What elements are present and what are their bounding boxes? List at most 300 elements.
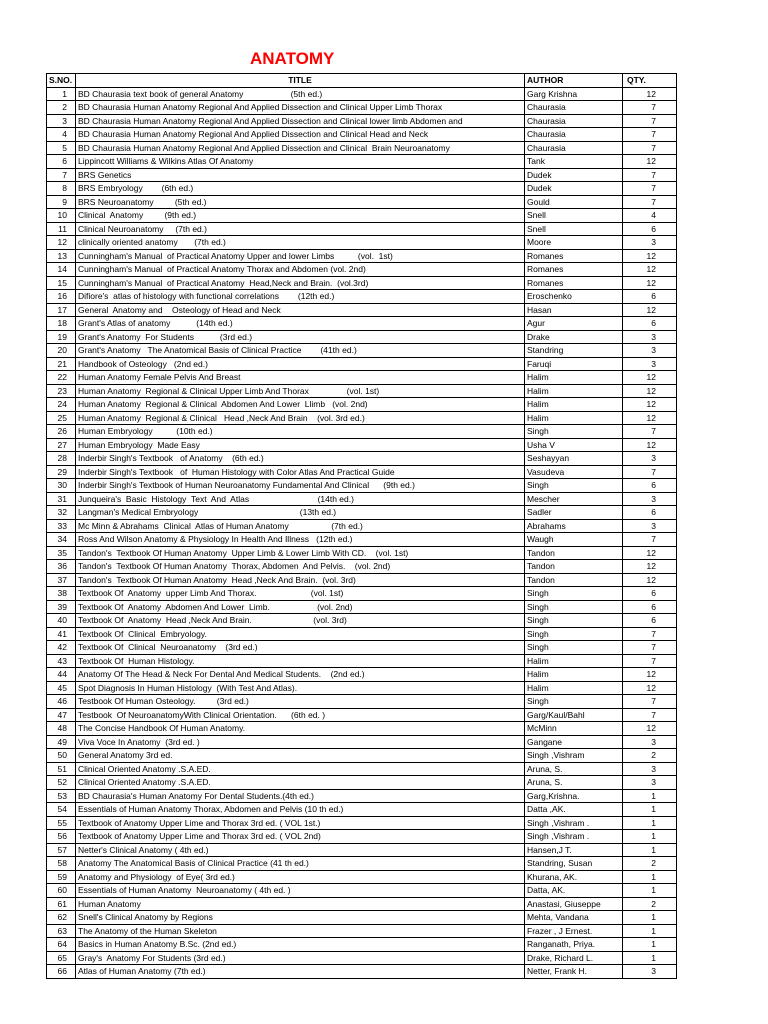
row-title-text: Clinical Neuroanatomy (7th ed.) xyxy=(78,223,207,234)
row-title xyxy=(76,155,525,169)
row-sno: 8 xyxy=(47,182,76,196)
row-title-text: BD Chaurasia Human Anatomy Regional And Applied Dissection and Clinical Brain Neuroanatomy xyxy=(78,142,450,153)
row-title-text: Grant's Anatomy The Anatomical Basis of Clinical Practice (41th ed.) xyxy=(78,345,357,355)
row-title-text: Ross And Wilson Anatomy & Physiology In Health And Illness (12th ed.) xyxy=(78,534,353,544)
row-qty: 1 xyxy=(623,924,677,938)
row-title-text: Textbook of Anatomy Upper Lime and Thorax 3rd ed. ( VOL 2nd) xyxy=(78,831,321,841)
row-title xyxy=(76,762,525,776)
row-qty: 12 xyxy=(623,573,677,587)
table-row xyxy=(47,249,677,263)
table-row xyxy=(47,533,677,547)
table-row xyxy=(47,384,677,398)
row-qty: 3 xyxy=(623,776,677,790)
table-row xyxy=(47,411,677,425)
table-row xyxy=(47,816,677,830)
row-author: Halim xyxy=(525,681,623,695)
table-row xyxy=(47,141,677,155)
table-row xyxy=(47,236,677,250)
row-qty: 7 xyxy=(623,168,677,182)
row-author: Ranganath, Priya. xyxy=(525,938,623,952)
row-title-text: BD Chaurasia text book of general Anatomy (5th ed.) xyxy=(78,88,323,99)
row-title-text: Textbook Of Anatomy upper Limb And Thorax. (vol. 1st) xyxy=(78,588,344,598)
row-title-text: Netter's Clinical Anatomy ( 4th ed.) xyxy=(78,844,209,855)
row-author: Hasan xyxy=(525,303,623,317)
row-qty: 1 xyxy=(623,911,677,925)
table-row xyxy=(47,870,677,884)
row-sno: 43 xyxy=(47,654,76,668)
row-qty: 12 xyxy=(623,276,677,290)
row-title xyxy=(76,641,525,655)
row-qty: 6 xyxy=(623,479,677,493)
row-sno: 41 xyxy=(47,627,76,641)
row-qty: 7 xyxy=(623,708,677,722)
row-title xyxy=(76,492,525,506)
row-title xyxy=(76,897,525,911)
row-title xyxy=(76,911,525,925)
table-row xyxy=(47,114,677,128)
row-sno: 21 xyxy=(47,357,76,371)
row-author: Tandon xyxy=(525,560,623,574)
row-title-text: Clinical Oriented Anatomy .S.A.ED. xyxy=(78,777,211,787)
row-title-text: BRS Neuroanatomy (5th ed.) xyxy=(78,196,207,207)
row-qty: 7 xyxy=(623,695,677,709)
row-sno: 51 xyxy=(47,762,76,776)
row-title xyxy=(76,344,525,358)
row-author: Halim xyxy=(525,668,623,682)
table-row xyxy=(47,749,677,763)
row-qty: 2 xyxy=(623,897,677,911)
row-author: Singh xyxy=(525,695,623,709)
row-author: Singh xyxy=(525,587,623,601)
table-row xyxy=(47,330,677,344)
row-sno: 22 xyxy=(47,371,76,385)
row-sno: 60 xyxy=(47,884,76,898)
row-qty: 7 xyxy=(623,654,677,668)
row-sno: 11 xyxy=(47,222,76,236)
table-row xyxy=(47,641,677,655)
row-title-text: Grant's Anatomy For Students (3rd ed.) xyxy=(78,331,253,342)
row-author: Tandon xyxy=(525,546,623,560)
row-title-text: Tandon's Textbook Of Human Anatomy Thorax, Abdomen And Pelvis. (vol. 2nd) xyxy=(78,561,391,571)
row-title-text: clinically oriented anatomy (7th ed.) xyxy=(78,237,226,247)
row-sno: 34 xyxy=(47,533,76,547)
row-qty: 3 xyxy=(623,965,677,979)
row-qty: 7 xyxy=(623,114,677,128)
row-title xyxy=(76,290,525,304)
row-title-text: Tandon's Textbook Of Human Anatomy Upper Limb & Lower Limb With CD. (vol. 1st) xyxy=(78,547,409,558)
row-sno: 48 xyxy=(47,722,76,736)
row-sno: 35 xyxy=(47,546,76,560)
page-title: ANATOMY xyxy=(250,49,335,68)
row-title xyxy=(76,438,525,452)
row-title xyxy=(76,749,525,763)
book-list-table xyxy=(46,73,677,979)
row-sno: 42 xyxy=(47,641,76,655)
row-author: Romanes xyxy=(525,249,623,263)
row-author: Halim xyxy=(525,411,623,425)
row-sno: 17 xyxy=(47,303,76,317)
row-sno: 29 xyxy=(47,465,76,479)
row-qty: 12 xyxy=(623,87,677,101)
row-title-text: Difiore's atlas of histology with functional correlations (12th ed.) xyxy=(78,291,335,301)
row-author: Datta, AK. xyxy=(525,884,623,898)
row-sno: 65 xyxy=(47,951,76,965)
row-author: Hansen,J T. xyxy=(525,843,623,857)
row-sno: 55 xyxy=(47,816,76,830)
row-author: Singh ,Vishram . xyxy=(525,816,623,830)
row-title xyxy=(76,627,525,641)
row-qty: 7 xyxy=(623,141,677,155)
row-title xyxy=(76,884,525,898)
table-row xyxy=(47,897,677,911)
table-row xyxy=(47,789,677,803)
row-qty: 3 xyxy=(623,344,677,358)
row-qty: 7 xyxy=(623,182,677,196)
row-title xyxy=(76,560,525,574)
row-title xyxy=(76,303,525,317)
row-author: Dudek xyxy=(525,168,623,182)
row-author: Halim xyxy=(525,398,623,412)
table-row xyxy=(47,222,677,236)
row-qty: 1 xyxy=(623,843,677,857)
row-title-text: Textbook Of Anatomy Abdomen And Lower Limb. (vol. 2nd) xyxy=(78,601,353,612)
row-title-text: Testbook Of NeuroanatomyWith Clinical Orientation. (6th ed. ) xyxy=(78,709,326,720)
table-row xyxy=(47,276,677,290)
row-qty: 12 xyxy=(623,668,677,682)
row-author: Dudek xyxy=(525,182,623,196)
row-sno: 14 xyxy=(47,263,76,277)
table-row xyxy=(47,708,677,722)
row-sno: 25 xyxy=(47,411,76,425)
row-sno: 23 xyxy=(47,384,76,398)
row-title xyxy=(76,452,525,466)
row-qty: 7 xyxy=(623,627,677,641)
row-sno: 36 xyxy=(47,560,76,574)
row-title xyxy=(76,816,525,830)
row-title xyxy=(76,600,525,614)
row-title-text: Atlas of Human Anatomy (7th ed.) xyxy=(78,966,206,976)
row-sno: 37 xyxy=(47,573,76,587)
row-author: Moore xyxy=(525,236,623,250)
row-title xyxy=(76,317,525,331)
table-row xyxy=(47,695,677,709)
row-qty: 12 xyxy=(623,249,677,263)
row-sno: 39 xyxy=(47,600,76,614)
table-row xyxy=(47,843,677,857)
table-row xyxy=(47,762,677,776)
row-title xyxy=(76,87,525,101)
row-qty: 3 xyxy=(623,762,677,776)
row-qty: 7 xyxy=(623,128,677,142)
row-title-text: Mc Minn & Abrahams Clinical Atlas of Human Anatomy (7th ed.) xyxy=(78,520,363,531)
row-sno: 6 xyxy=(47,155,76,169)
row-author: Datta ,AK. xyxy=(525,803,623,817)
table-row xyxy=(47,722,677,736)
row-qty: 3 xyxy=(623,236,677,250)
row-title-text: Human Anatomy Regional & Clinical Upper Limb And Thorax (vol. 1st) xyxy=(78,385,380,396)
row-sno: 12 xyxy=(47,236,76,250)
row-qty: 3 xyxy=(623,519,677,533)
row-sno: 10 xyxy=(47,209,76,223)
row-title-text: Anatomy and Physiology of Eye( 3rd ed.) xyxy=(78,871,235,882)
row-author: Snell xyxy=(525,222,623,236)
table-row xyxy=(47,479,677,493)
row-author: Tandon xyxy=(525,573,623,587)
row-author: Drake, Richard L. xyxy=(525,951,623,965)
table-row xyxy=(47,425,677,439)
row-title xyxy=(76,654,525,668)
row-sno: 3 xyxy=(47,114,76,128)
row-sno: 15 xyxy=(47,276,76,290)
row-title-text: BD Chaurasia Human Anatomy Regional And Applied Dissection and Clinical Head and Neck xyxy=(78,129,429,139)
table-row xyxy=(47,492,677,506)
row-author: Singh ,Vishram xyxy=(525,749,623,763)
table-row xyxy=(47,506,677,520)
row-author: Drake xyxy=(525,330,623,344)
table-row xyxy=(47,168,677,182)
table-row xyxy=(47,182,677,196)
row-qty: 7 xyxy=(623,641,677,655)
row-author: Frazer , J Ernest. xyxy=(525,924,623,938)
table-row xyxy=(47,587,677,601)
row-author: Mescher xyxy=(525,492,623,506)
row-title-text: Cunningham's Manual of Practical Anatomy Thorax and Abdomen (vol. 2nd) xyxy=(78,264,366,274)
table-row xyxy=(47,776,677,790)
row-qty: 1 xyxy=(623,884,677,898)
row-qty: 1 xyxy=(623,803,677,817)
row-qty: 12 xyxy=(623,411,677,425)
row-qty: 12 xyxy=(623,722,677,736)
row-sno: 20 xyxy=(47,344,76,358)
table-row xyxy=(47,398,677,412)
row-qty: 4 xyxy=(623,209,677,223)
table-row xyxy=(47,371,677,385)
row-author: Mehta, Vandana xyxy=(525,911,623,925)
row-title xyxy=(76,735,525,749)
row-sno: 49 xyxy=(47,735,76,749)
row-author: Waugh xyxy=(525,533,623,547)
row-author: Chaurasia xyxy=(525,128,623,142)
row-title xyxy=(76,371,525,385)
row-qty: 7 xyxy=(623,425,677,439)
row-sno: 9 xyxy=(47,195,76,209)
row-author: Tank xyxy=(525,155,623,169)
table-row xyxy=(47,573,677,587)
header-title: TITLE xyxy=(76,74,525,88)
table-row xyxy=(47,600,677,614)
row-title-text: Inderbir Singh's Textbook of Human Neuroanatomy Fundamental And Clinical (9th ed.) xyxy=(78,480,415,490)
row-title xyxy=(76,708,525,722)
table-row xyxy=(47,951,677,965)
row-title-text: Basics in Human Anatomy B.Sc. (2nd ed.) xyxy=(78,939,237,949)
row-title-text: Textbook of Anatomy Upper Lime and Thorax 3rd ed. ( VOL 1st.) xyxy=(78,817,321,828)
row-title xyxy=(76,276,525,290)
row-title xyxy=(76,168,525,182)
table-row xyxy=(47,735,677,749)
table-row xyxy=(47,519,677,533)
row-author: Agur xyxy=(525,317,623,331)
row-qty: 6 xyxy=(623,614,677,628)
row-title-text: Anatomy Of The Head & Neck For Dental And Medical Students. (2nd ed.) xyxy=(78,669,365,679)
table-row xyxy=(47,290,677,304)
table-row xyxy=(47,195,677,209)
row-qty: 12 xyxy=(623,546,677,560)
row-qty: 12 xyxy=(623,681,677,695)
row-title xyxy=(76,668,525,682)
row-title-text: Junqueira's Basic Histology Text And Atlas (14th ed.) xyxy=(78,493,354,504)
row-title xyxy=(76,938,525,952)
row-title-text: Cunningham's Manual of Practical Anatomy Upper and lower Limbs (vol. 1st) xyxy=(78,250,393,261)
row-author: McMinn xyxy=(525,722,623,736)
table-row xyxy=(47,357,677,371)
row-title xyxy=(76,425,525,439)
row-title xyxy=(76,830,525,844)
row-title xyxy=(76,573,525,587)
row-title xyxy=(76,857,525,871)
table-row xyxy=(47,884,677,898)
row-title-text: Spot Diagnosis In Human Histology (With Test And Atlas). xyxy=(78,682,298,693)
row-title xyxy=(76,965,525,979)
table-row xyxy=(47,209,677,223)
row-title-text: Testbook Of Human Osteology. (3rd ed.) xyxy=(78,696,249,706)
row-title xyxy=(76,330,525,344)
row-title-text: BD Chaurasia's Human Anatomy For Dental Students.(4th ed.) xyxy=(78,790,314,801)
row-sno: 47 xyxy=(47,708,76,722)
row-title xyxy=(76,398,525,412)
row-sno: 4 xyxy=(47,128,76,142)
row-author: Garg,Krishna. xyxy=(525,789,623,803)
row-sno: 30 xyxy=(47,479,76,493)
row-title xyxy=(76,519,525,533)
table-header-row xyxy=(47,74,677,88)
row-qty: 6 xyxy=(623,317,677,331)
row-author: Singh xyxy=(525,479,623,493)
table-row xyxy=(47,438,677,452)
row-title xyxy=(76,546,525,560)
row-title-text: Textbook Of Human Histology. xyxy=(78,655,195,666)
table-row xyxy=(47,803,677,817)
table-row xyxy=(47,546,677,560)
row-title xyxy=(76,384,525,398)
row-title-text: Human Embryology (10th ed.) xyxy=(78,426,213,436)
row-sno: 46 xyxy=(47,695,76,709)
row-sno: 50 xyxy=(47,749,76,763)
row-title-text: Handbook of Osteology (2nd ed.) xyxy=(78,358,208,369)
row-title xyxy=(76,465,525,479)
row-title-text: Cunningham's Manual of Practical Anatomy Head,Neck and Brain. (vol.3rd) xyxy=(78,277,369,288)
row-sno: 53 xyxy=(47,789,76,803)
row-author: Faruqi xyxy=(525,357,623,371)
row-qty: 12 xyxy=(623,438,677,452)
row-sno: 56 xyxy=(47,830,76,844)
table-row xyxy=(47,668,677,682)
row-title xyxy=(76,695,525,709)
row-qty: 1 xyxy=(623,816,677,830)
row-qty: 3 xyxy=(623,492,677,506)
row-author: Garg Krishna xyxy=(525,87,623,101)
row-qty: 3 xyxy=(623,330,677,344)
row-qty: 6 xyxy=(623,506,677,520)
row-sno: 32 xyxy=(47,506,76,520)
row-qty: 6 xyxy=(623,290,677,304)
table-row xyxy=(47,830,677,844)
row-author: Standring xyxy=(525,344,623,358)
row-title xyxy=(76,209,525,223)
row-qty: 2 xyxy=(623,749,677,763)
row-author: Chaurasia xyxy=(525,141,623,155)
row-author: Usha V xyxy=(525,438,623,452)
row-title xyxy=(76,101,525,115)
table-row xyxy=(47,303,677,317)
row-title-text: BD Chaurasia Human Anatomy Regional And Applied Dissection and Clinical lower limb Abdomen and xyxy=(78,115,463,126)
table-row xyxy=(47,101,677,115)
row-author: Aruna, S. xyxy=(525,776,623,790)
row-author: Sadler xyxy=(525,506,623,520)
row-qty: 1 xyxy=(623,789,677,803)
row-qty: 6 xyxy=(623,587,677,601)
row-title-text: General Anatomy 3rd ed. xyxy=(78,750,173,760)
table-row xyxy=(47,627,677,641)
row-qty: 12 xyxy=(623,371,677,385)
row-qty: 12 xyxy=(623,263,677,277)
table-row xyxy=(47,128,677,142)
row-title-text: Textbook Of Clinical Neuroanatomy (3rd ed.) xyxy=(78,642,258,652)
row-qty: 3 xyxy=(623,357,677,371)
table-row xyxy=(47,452,677,466)
row-sno: 59 xyxy=(47,870,76,884)
row-sno: 26 xyxy=(47,425,76,439)
row-title xyxy=(76,128,525,142)
row-sno: 38 xyxy=(47,587,76,601)
table-row xyxy=(47,938,677,952)
row-title-text: Clinical Anatomy (9th ed.) xyxy=(78,210,197,220)
row-title xyxy=(76,249,525,263)
row-qty: 1 xyxy=(623,951,677,965)
table-row xyxy=(47,924,677,938)
row-title-text: Essentials of Human Anatomy Thorax, Abdomen and Pelvis (10 th ed.) xyxy=(78,804,344,814)
row-qty: 1 xyxy=(623,830,677,844)
row-author: Singh xyxy=(525,425,623,439)
row-author: Singh xyxy=(525,641,623,655)
row-qty: 3 xyxy=(623,452,677,466)
row-title-text: Clinical Oriented Anatomy .S.A.ED. xyxy=(78,763,211,774)
row-qty: 12 xyxy=(623,560,677,574)
row-sno: 45 xyxy=(47,681,76,695)
table-row xyxy=(47,614,677,628)
row-qty: 12 xyxy=(623,398,677,412)
row-title xyxy=(76,222,525,236)
row-title xyxy=(76,236,525,250)
row-title xyxy=(76,843,525,857)
row-author: Singh xyxy=(525,627,623,641)
table-row xyxy=(47,911,677,925)
row-title-text: Viva Voce In Anatomy (3rd ed. ) xyxy=(78,736,200,747)
row-title-text: Human Anatomy Regional & Clinical Abdomen And Lower Llimb (vol. 2nd) xyxy=(78,399,368,409)
row-author: Singh xyxy=(525,600,623,614)
row-title-text: Textbook Of Anatomy Head ,Neck And Brain. (vol. 3rd) xyxy=(78,615,347,625)
row-title-text: BRS Embryology (6th ed.) xyxy=(78,183,194,193)
row-author: Singh ,Vishram . xyxy=(525,830,623,844)
row-qty: 12 xyxy=(623,303,677,317)
row-title-text: Inderbir Singh's Textbook of Anatomy (6th ed.) xyxy=(78,453,264,463)
row-sno: 16 xyxy=(47,290,76,304)
row-title-text: Langman's Medical Embryology (13th ed.) xyxy=(78,507,337,517)
row-qty: 6 xyxy=(623,600,677,614)
row-title xyxy=(76,533,525,547)
table-row xyxy=(47,344,677,358)
row-qty: 12 xyxy=(623,384,677,398)
row-author: Garg/Kaul/Bahl xyxy=(525,708,623,722)
